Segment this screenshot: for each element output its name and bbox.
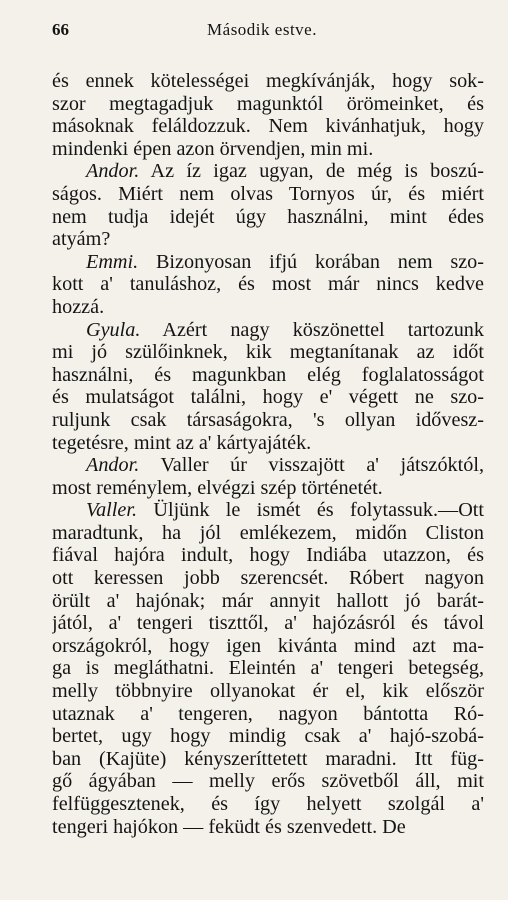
body-text: [52, 70, 484, 838]
line-text: utaznak a' tengeren, nagyon bántotta Ró-: [52, 702, 484, 725]
text-line: [52, 296, 484, 319]
line-text: maradtunk, ha jól emlékezem, midőn Cliston: [52, 521, 484, 544]
text-line: [52, 680, 484, 703]
text-line: [52, 432, 484, 455]
text-line: [52, 567, 484, 590]
line-text: használni, és magunkban elég foglalatosságot: [52, 363, 484, 386]
line-text: tegetésre, mint az a' kártyajáték.: [52, 431, 312, 454]
line-text: országokról, hogy igen kivánta mind azt ma-: [52, 634, 484, 657]
text-line: [52, 499, 484, 522]
text-line: [52, 319, 484, 342]
paragraph: [52, 319, 484, 455]
text-line: [52, 70, 484, 93]
paragraph: [52, 454, 484, 499]
text-line: [52, 703, 484, 726]
speaker-name: Valler.: [86, 499, 138, 522]
text-line: [52, 454, 484, 477]
text-line: [52, 183, 484, 206]
line-text: Üljünk le ismét és folytassuk.—Ott: [137, 499, 484, 522]
line-text: felfüggesztenek, és így helyett szolgál a': [52, 793, 484, 815]
text-line: [52, 115, 484, 138]
text-line: [52, 206, 484, 229]
line-text: Azért nagy köszönettel tartozunk: [140, 318, 484, 341]
line-text: tengeri hajókon — feküdt és szenvedett. De: [52, 815, 406, 838]
text-line: [52, 816, 484, 839]
speaker-name: Gyula.: [86, 318, 141, 341]
page-number: 66: [52, 20, 69, 39]
line-text: gő ágyában — melly erős szövetből áll, mit: [52, 770, 484, 793]
line-text: kott a' tanuláshoz, és most már nincs kedve: [52, 273, 484, 296]
line-text: örült a' hajónak; már annyit hallott jó barát-: [52, 589, 484, 612]
text-line: [52, 273, 484, 296]
text-line: [52, 522, 484, 545]
line-text: ott keressen jobb szerencsét. Róbert nagyon: [52, 567, 484, 590]
line-text: Bizonyosan ifjú korában nem szo-: [138, 250, 484, 273]
text-line: [52, 657, 484, 680]
text-line: [52, 635, 484, 658]
text-line: [52, 409, 484, 432]
text-line: [52, 770, 484, 793]
text-line: [52, 477, 484, 500]
paragraph: [52, 251, 484, 319]
line-text: fiával hajóra indult, hogy Indiába utazzon, és: [52, 544, 484, 567]
line-text: most reménylem, elvégzi szép történetét.: [52, 476, 383, 499]
line-text: bertet, ugy hogy mindig csak a' hajó-szobá-: [52, 725, 484, 748]
paragraph: [52, 499, 484, 838]
page-header: [52, 20, 472, 48]
text-line: [52, 544, 484, 567]
line-text: és mulatságot találni, hogy e' végett ne szo-: [52, 386, 484, 409]
speaker-name: Andor.: [86, 454, 140, 477]
text-line: [52, 364, 484, 387]
text-line: [52, 590, 484, 613]
line-text: és ennek kötelességei megkívánják, hogy sok-: [52, 70, 484, 92]
text-line: [52, 251, 484, 274]
line-text: jától, a' tengeri tiszttől, a' hajózásról és távol: [52, 612, 484, 635]
text-line: [52, 228, 484, 251]
text-line: [52, 793, 484, 816]
running-title: Második estve.: [207, 20, 317, 39]
paragraph: [52, 70, 484, 160]
text-line: [52, 386, 484, 409]
text-line: [52, 748, 484, 771]
line-text: másoknak feláldozzuk. Nem kivánhatjuk, hogy: [52, 115, 484, 138]
line-text: nem tudja idejét úgy használni, mint édes: [52, 205, 484, 228]
line-text: ruljunk csak társaságokra, 's ollyan idővesz-: [52, 408, 484, 431]
text-line: [52, 93, 484, 116]
line-text: atyám?: [52, 228, 111, 251]
speaker-name: Andor.: [86, 160, 140, 183]
line-text: Valler úr visszajött a' játszóktól,: [139, 454, 484, 477]
speaker-name: Emmi.: [86, 250, 139, 273]
text-line: [52, 160, 484, 183]
paragraph: [52, 160, 484, 250]
text-line: [52, 612, 484, 635]
line-text: ga is megláthatni. Eleintén a' tengeri betegség,: [52, 657, 484, 680]
line-text: melly többnyire ollyanokat ér el, kik először: [52, 680, 484, 703]
text-line: [52, 341, 484, 364]
line-text: ban (Kajüte) kényszeríttetett maradni. Itt füg-: [52, 747, 484, 770]
text-line: [52, 725, 484, 748]
line-text: szor megtagadjuk magunktól örömeinket, és: [52, 92, 484, 115]
line-text: hozzá.: [52, 295, 105, 318]
line-text: mindenki épen azon örvendjen, min mi.: [52, 137, 374, 160]
line-text: Az íz igaz ugyan, de még is boszú-: [139, 160, 484, 183]
line-text: mi jó szülőinknek, kik megtanítanak az időt: [52, 341, 484, 364]
line-text: ságos. Miért nem olvas Tornyos úr, és miért: [52, 182, 484, 205]
text-line: [52, 138, 484, 161]
